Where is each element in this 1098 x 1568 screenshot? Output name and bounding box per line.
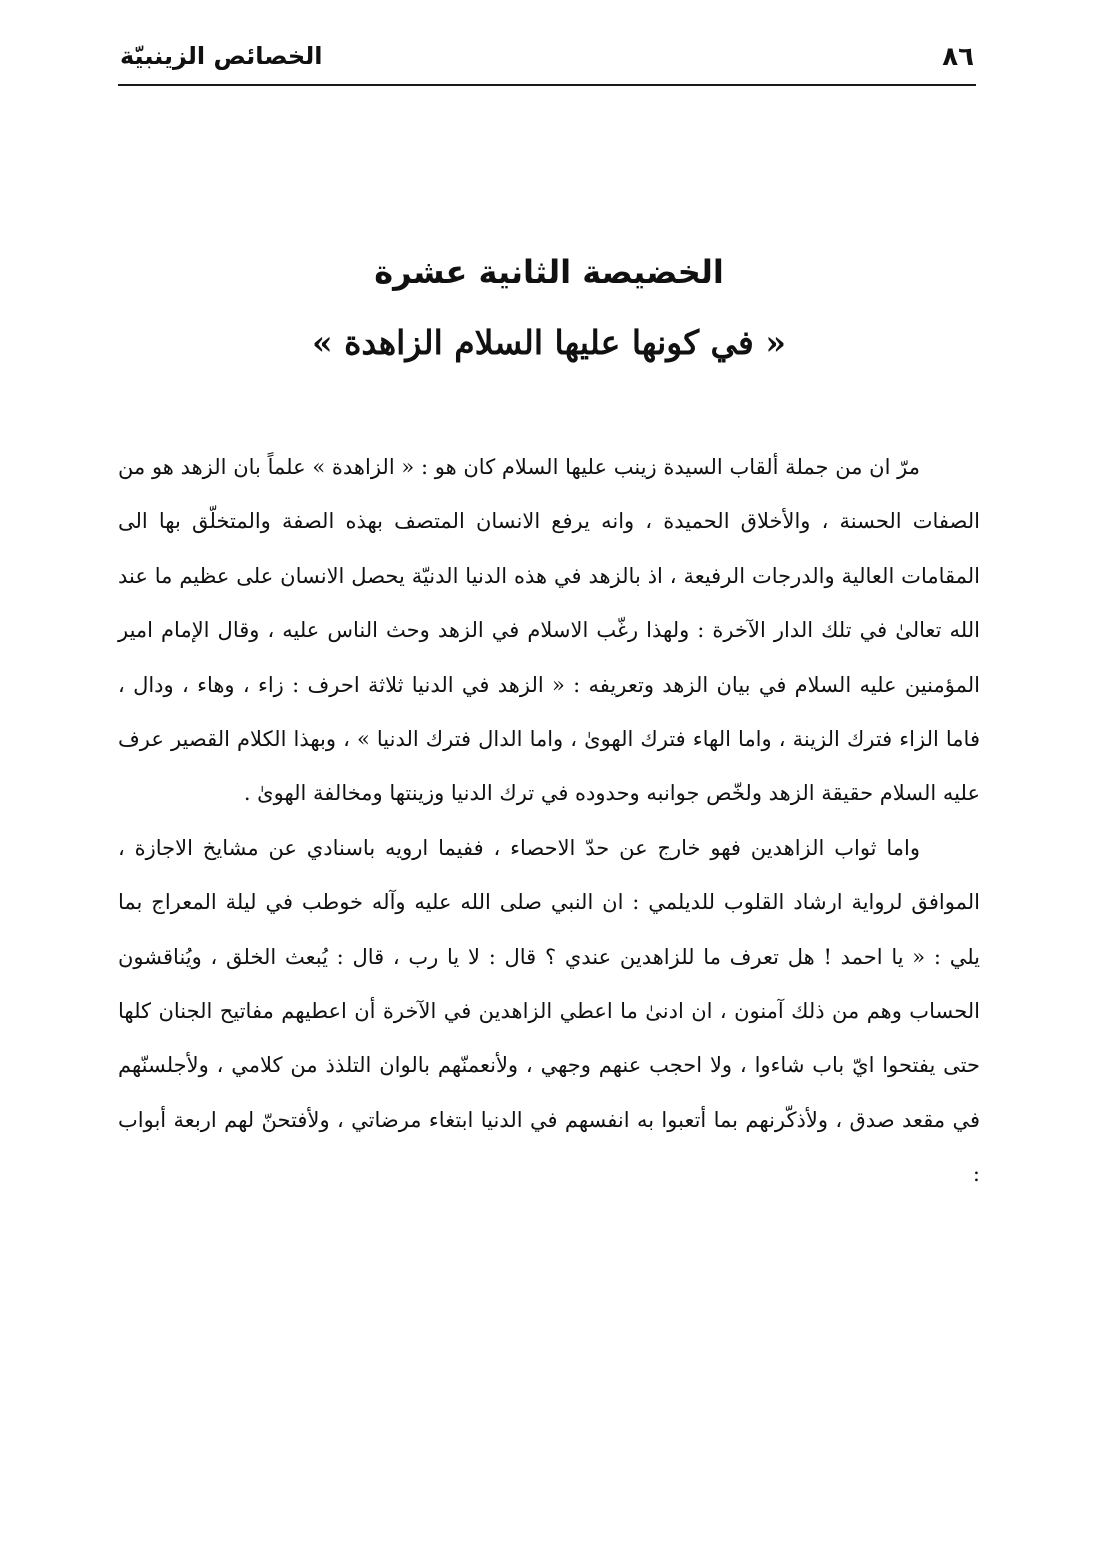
paragraph-1: مرّ ان من جملة ألقاب السيدة زينب عليها السلام كان هو : « الزاهدة » علماً بان الزهد هو من الصفات الحسنة ، والأخلاق الحميدة ، وانه يرفع الانسان المتصف بهذه الصفة والمتخلّق بها الى المقامات العالية والدرجات الرفيعة ، اذ بالزهد في هذه الدنيا الدنيّة يحصل الانسان على عظيم ما عند الله تعالىٰ في تلك الدار الآخرة : ولهذا رغّب الاسلام في الزهد وحث الناس عليه ، وقال الإمام امير المؤمنين عليه السلام في بيان الزهد وتعريفه : « الزهد في الدنيا ثلاثة احرف : زاء ، وهاء ، ودال ، فاما الزاء فترك الزينة ، واما الهاء فترك الهوىٰ ، واما الدال فترك الدنيا » ، وبهذا الكلام القصير عرف عليه السلام حقيقة الزهد ولخّص جوانبه وحدوده في ترك الدنيا وزينتها ومخالفة الهوىٰ . bbox=[118, 455, 980, 806]
chapter-subtitle: « في كونها عليها السلام الزاهدة » bbox=[312, 323, 786, 362]
page-number: ٨٦ bbox=[942, 42, 974, 72]
book-title: الخصائص الزينبيّة bbox=[120, 42, 323, 70]
paragraph-2: واما ثواب الزاهدين فهو خارج عن حدّ الاحصاء ، ففيما ارويه باسنادي عن مشايخ الاجازة ، الموافق لرواية ارشاد القلوب للديلمي : ان النبي صلى الله عليه وآله خوطب في ليلة المعراج بما يلي : « يا احمد ! هل تعرف ما للزاهدين عندي ؟ قال : لا يا رب ، قال : يُبعث الخلق ، ويُناقشون الحساب وهم من ذلك آمنون ، ان ادنىٰ ما اعطي الزاهدين في الآخرة أن اعطيهم مفاتيح الجنان كلها حتى يفتحوا ايّ باب شاءوا ، ولا احجب عنهم وجهي ، ولأنعمنّهم بالوان التلذذ من كلامي ، ولأجلسنّهم في مقعد صدق ، ولأذكّرنهم بما أتعبوا به انفسهم في الدنيا ابتغاء مرضاتي ، ولأفتحنّ لهم اربعة أبواب : bbox=[118, 835, 980, 1187]
body-text bbox=[118, 440, 980, 1202]
chapter-title: الخضيصة الثانية عشرة bbox=[374, 253, 724, 291]
running-header bbox=[118, 36, 976, 86]
